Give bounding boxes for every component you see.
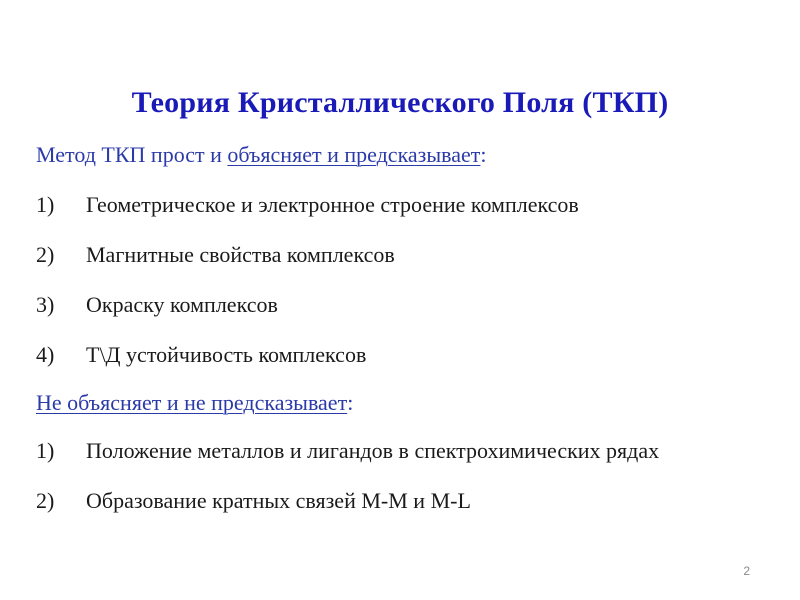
list-item-number: 3) [36, 292, 55, 317]
list-item [36, 488, 471, 514]
not-explains-heading [36, 390, 353, 416]
list-item [36, 342, 366, 368]
list-item-number: 2) [36, 242, 55, 267]
list-item-text: Геометрическое и электронное строение комплексов [86, 192, 579, 217]
list-item-number: 4) [36, 342, 55, 367]
slide-title: Теория Кристаллического Поля (ТКП) [131, 86, 669, 119]
list-item-text: Т\Д устойчивость комплексов [86, 342, 367, 367]
list-item-text: Образование кратных связей M-M и M-L [86, 488, 471, 513]
intro-prefix: Метод ТКП прост и [36, 142, 228, 167]
list-item [36, 292, 278, 318]
list-item-text: Магнитные свойства комплексов [86, 242, 395, 267]
list-item-text: Положение металлов и лигандов в спектрохимических рядах [86, 438, 660, 463]
list-item [36, 242, 395, 268]
list-item-number: 1) [36, 192, 55, 217]
list-item [36, 192, 579, 218]
not-explains-link[interactable]: Не объясняет и не предсказывает [36, 390, 348, 415]
list-item-number: 1) [36, 438, 55, 463]
list-item-text: Окраску комплексов [86, 292, 278, 317]
not-intro-colon: : [347, 390, 354, 415]
list-item-number: 2) [36, 488, 55, 513]
explains-link[interactable]: объясняет и предсказывает [227, 142, 481, 167]
intro-line [36, 142, 487, 168]
page-number: 2 [743, 564, 750, 578]
intro-colon: : [480, 142, 487, 167]
list-item [36, 438, 659, 464]
